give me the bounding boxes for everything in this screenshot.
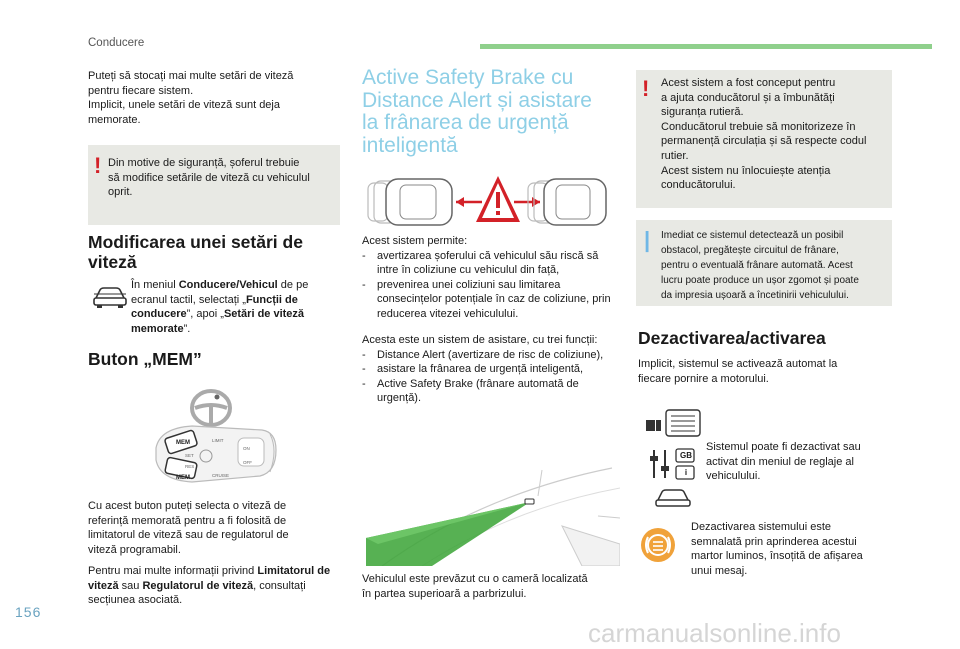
safety-warning-box: [636, 70, 892, 208]
warning-icon: !: [94, 153, 102, 178]
heading-deactivate: Dezactivarea/activarea: [638, 328, 826, 348]
deactivate-menu-text: Sistemul poate fi dezactivat sau activat din meniul de reglaje al vehiculului.: [706, 441, 861, 483]
safety-warning-text: Acest sistem a fost conceput pentru a ajuta conducătorul și a îmbunătăți siguranța rutieră. Conducătorul trebuie să monitorizeze în permanență circulația și să respecte codul rutier. Acest sistem nu înlocuiește atenția conducătorului.: [661, 77, 867, 192]
allows-item: - avertizarea șoferului că vehiculul său riscă să intre în coliziune cu vehiculul din față,: [362, 249, 620, 278]
system-allows: Acest sistem permite: - avertizarea șoferului că vehiculul său riscă să intre în coliziune cu vehiculul din față, - prevenirea unei coliziuni sau limitarea consecințelor potențiale în caz de coliziune, prin reducerea vitezei vehiculului.: [362, 234, 620, 322]
warning-text: Din motive de siguranță, șoferul trebuie să modifice setările de viteză cu vehiculul oprit.: [108, 157, 310, 199]
function-item: - Active Safety Brake (frânare automată de urgență).: [362, 377, 620, 406]
watermark: carmanualsonline.info: [588, 618, 841, 648]
off-label: OFF: [243, 460, 252, 465]
camera-location-text: Vehiculul este prevăzut cu o cameră localizată în partea superioară a parbrizului.: [362, 573, 588, 600]
on-label: ON: [243, 446, 250, 451]
heading-mem-button: Buton „MEM”: [88, 349, 202, 369]
asb-warning-lamp-icon: [640, 527, 676, 563]
mem-label-bottom: MEM: [176, 475, 190, 481]
modify-instructions: În meniul Conducere/Vehicul de pe ecranul tactil, selectați „Funcții de conducere”, apoi „Setări de viteză memorate”.: [131, 279, 309, 335]
warning-box: [88, 145, 340, 225]
function-item: - Distance Alert (avertizare de risc de coliziune),: [362, 348, 620, 363]
default-activation-text: Implicit, sistemul se activează automat la fiecare pornire a motorului.: [638, 358, 838, 385]
intro-paragraph: Puteți să stocați mai multe setări de viteză pentru fiecare sistem. Implicit, unele setări de viteză sunt deja memorate.: [88, 70, 294, 126]
windshield-camera-illustration: [362, 466, 620, 566]
info-text: Imediat ce sistemul detectează un posibil obstacol, pregătește circuitul de frânare, pentru o eventuală frânare automată. Acest lucru poate produce un ușor zgomot și poate da impresia ușoară a încetinirii vehiculului.: [661, 230, 859, 301]
warning-icon: !: [642, 76, 650, 101]
indicator-lamp-text: Dezactivarea sistemului este semnalată prin aprinderea acestui martor luminos, însoțită de afișarea unui mesaj.: [691, 521, 863, 577]
section-title: Active Safety Brake cu Distance Alert și asistare la frânarea de urgență inteligentă: [362, 66, 592, 157]
gb-flag-label: GB: [680, 451, 692, 460]
info-icon: |: [644, 227, 651, 252]
set-label: SET: [185, 453, 194, 458]
car-menu-icon: [91, 284, 129, 310]
cruise-label: CRUISE: [212, 473, 230, 478]
limit-label: LIMIT: [212, 438, 224, 443]
info-box: [636, 220, 892, 306]
mem-label-top: MEM: [176, 440, 190, 446]
function-item: - asistare la frânarea de urgență inteligentă,: [362, 362, 620, 377]
mem-description: Cu acest buton puteți selecta o viteză de referință memorată pentru a fi folosită de limitatorul de viteză sau de regulatorul de viteză programabil.: [88, 500, 289, 556]
collision-warning-illustration: [364, 170, 614, 236]
res-label: RES: [185, 464, 195, 469]
page-number: 156: [15, 604, 42, 620]
section-header: Conducere: [88, 37, 145, 49]
heading-modify-speed: Modificarea unei setări de viteză: [88, 232, 303, 272]
more-info-paragraph: Pentru mai multe informații privind Limitatorul de viteză sau Regulatorul de viteză, consultați secțiunea asociată.: [88, 565, 331, 607]
info-i-label: i: [684, 468, 688, 477]
allows-item: - prevenirea unei coliziuni sau limitarea consecințelor potențiale în caz de coliziune, prin reducerea vitezei vehiculului.: [362, 278, 620, 322]
header-accent-bar: [480, 44, 932, 49]
system-functions: Acesta este un sistem de asistare, cu trei funcții: - Distance Alert (avertizare de risc de coliziune), - asistare la frânarea de urgență inteligentă, - Active Safety Brake (frânare automată de urgență).: [362, 333, 620, 406]
